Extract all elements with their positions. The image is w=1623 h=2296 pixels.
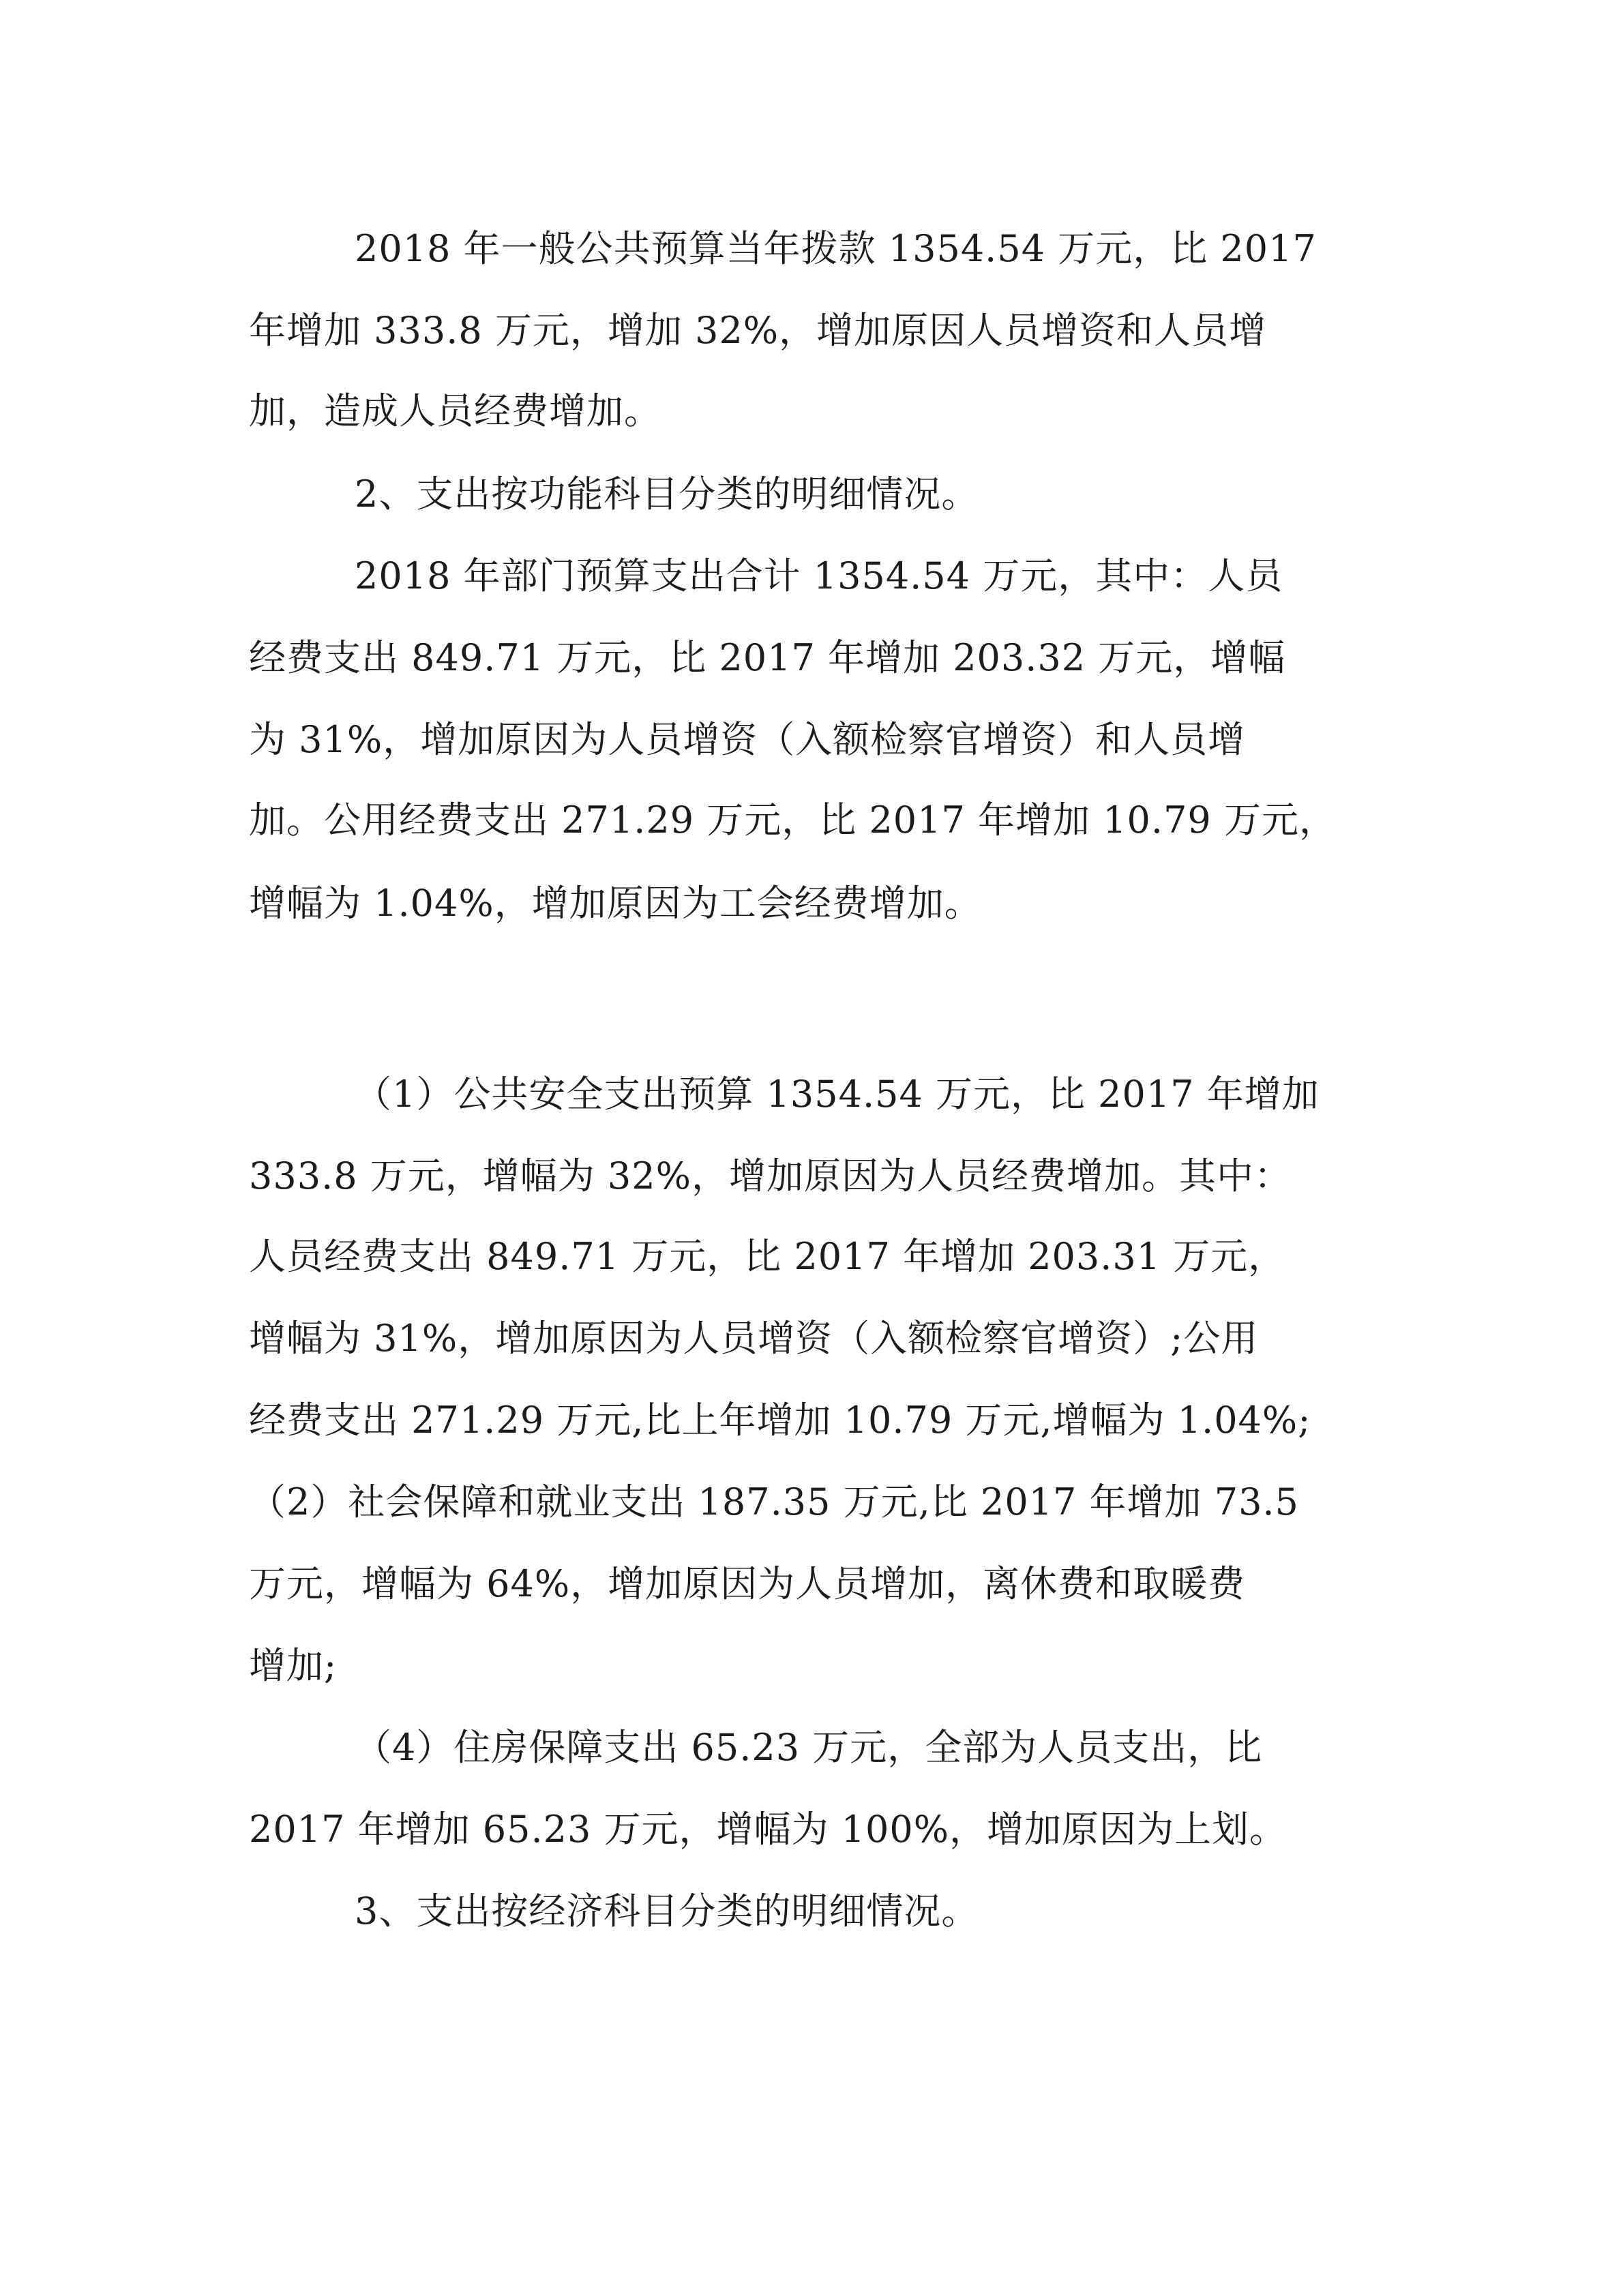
text-line: 经费支出 271.29 万元,比上年增加 10.79 万元,增幅为 1.04%; — [249, 1399, 1311, 1442]
text-line: 增加; — [249, 1644, 338, 1687]
text-line: 加。公用经费支出 271.29 万元，比 2017 年增加 10.79 万元， — [249, 799, 1337, 841]
text-line: 2017 年增加 65.23 万元，增幅为 100%，增加原因为上划。 — [249, 1808, 1287, 1851]
text-line: （1）公共安全支出预算 1354.54 万元，比 2017 年增加 — [355, 1073, 1320, 1116]
text-line: 为 31%，增加原因为人员增资（入额检察官增资）和人员增 — [249, 718, 1246, 761]
text-line: （2）社会保障和就业支出 187.35 万元,比 2017 年增加 73.5 — [249, 1480, 1299, 1523]
text-line: 经费支出 849.71 万元，比 2017 年增加 203.32 万元，增幅 — [249, 636, 1286, 679]
text-line: 万元，增幅为 64%，增加原因为人员增加，离休费和取暖费 — [249, 1562, 1246, 1605]
text-line: 333.8 万元，增幅为 32%，增加原因为人员经费增加。其中： — [249, 1154, 1292, 1197]
text-line: （4）住房保障支出 65.23 万元，全部为人员支出，比 — [355, 1726, 1263, 1769]
text-line: 增幅为 1.04%，增加原因为工会经费增加。 — [249, 882, 982, 925]
text-line: 2018 年一般公共预算当年拨款 1354.54 万元，比 2017 — [355, 227, 1317, 270]
text-line: 2018 年部门预算支出合计 1354.54 万元，其中：人员 — [355, 554, 1283, 597]
text-line: 人员经费支出 849.71 万元，比 2017 年增加 203.31 万元， — [249, 1235, 1286, 1278]
text-line: 加，造成人员经费增加。 — [249, 389, 661, 432]
text-line: 年增加 333.8 万元，增加 32%，增加原因人员增资和人员增 — [249, 309, 1267, 352]
text-line: 增幅为 31%，增加原因为人员增资（入额检察官增资）;公用 — [249, 1317, 1259, 1360]
section-heading: 2、支出按功能科目分类的明细情况。 — [355, 473, 979, 516]
section-heading: 3、支出按经济科目分类的明细情况。 — [355, 1890, 979, 1933]
